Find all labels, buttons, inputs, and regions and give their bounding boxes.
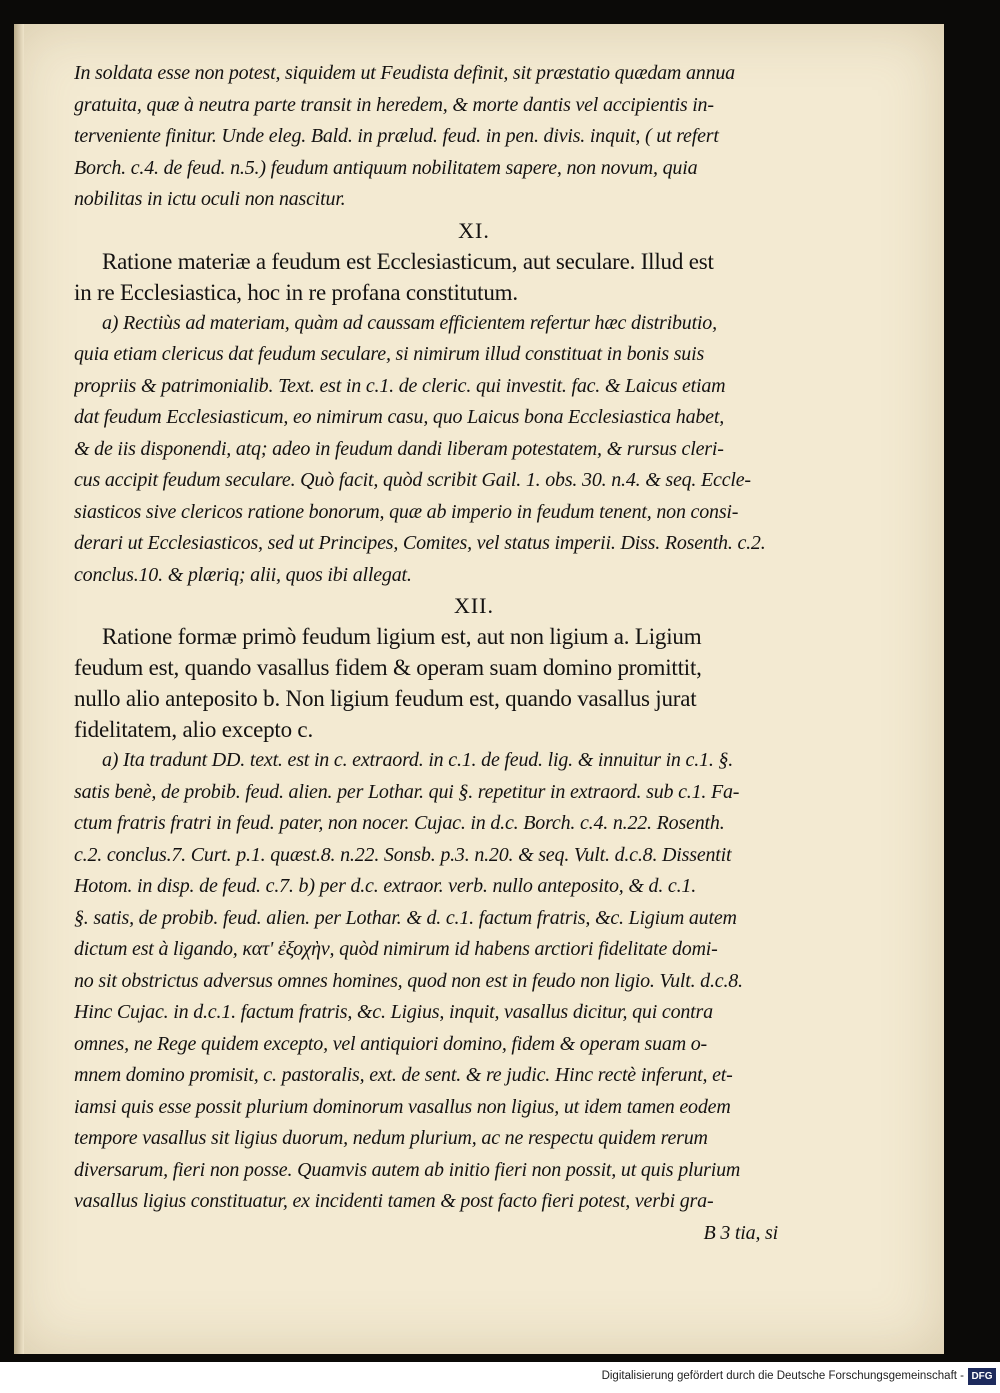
text-line: derari ut Ecclesiasticos, sed ut Principes, Comites, vel status imperii. Diss. Rosenth. c.2. [74,532,766,554]
text-line: propriis & patrimonialib. Text. est in c.1. de cleric. qui investit. fac. & Laicus etiam [74,374,726,397]
book-page [14,24,944,1354]
text-line: nobilitas in ictu oculi non nascitur. [74,188,346,210]
text-line: Ratione formæ primò feudum ligium est, aut non ligium a. Ligium [102,624,702,649]
page-edge [14,24,24,1354]
text-line: ctum fratris fratri in feud. pater, non nocer. Cujac. in d.c. Borch. c.4. n.22. Rosenth. [74,812,725,834]
text-line: omnes, ne Rege quidem excepto, vel antiquiori domino, fidem & operam suam o- [74,1032,707,1055]
text-line: diversarum, fieri non posse. Quamvis autem ab initio fieri non possit, ut quis plurium [74,1158,741,1181]
text-line: no sit obstrictus adversus omnes homines, quod non est in feudo non ligio. Vult. d.c.8. [74,969,743,992]
footer-credit: Digitalisierung gefördert durch die Deutsche Forschungsgemeinschaft - [601,1370,964,1382]
text-line: vasallus ligius constituatur, ex incidenti tamen & post facto fieri potest, verbi gra- [74,1190,714,1212]
section-heading: XI. [458,217,490,243]
text-line: feudum est, quando vasallus fidem & operam suam domino promittit, [74,655,702,680]
text-line: quia etiam clericus dat feudum seculare, si nimirum illud constituat in bonis suis [74,343,705,365]
text-line: siasticos sive clericos ratione bonorum, quæ ab imperio in feudum tenent, non consi- [74,500,739,523]
text-line: gratuita, quæ à neutra parte transit in heredem, & morte dantis vel accipientis in- [74,93,714,116]
text-line: c.2. conclus.7. Curt. p.1. quæst.8. n.22. Sonsb. p.3. n.20. & seq. Vult. d.c.8. Dissentit [74,843,732,866]
text-line: iamsi quis esse possit plurium dominorum vasallus non ligius, ut idem tamen eodem [74,1095,731,1118]
text-line: conclus.10. & plæriq; alii, quos ibi allegat. [74,563,412,586]
text-line: in re Ecclesiastica, hoc in re profana constitutum. [74,279,518,305]
text-line: mnem domino promisit, c. pastoralis, ext. de sent. & re judic. Hinc rectè inferunt, et- [74,1064,733,1086]
text-line: nullo alio anteposito b. Non ligium feudum est, quando vasallus jurat [74,686,697,711]
dfg-logo[interactable]: DFG [968,1368,996,1385]
text-line: a) Rectiùs ad materiam, quàm ad caussam efficientem refertur hæc distributio, [102,311,717,334]
text-line: cus accipit feudum seculare. Quò facit, quòd scribit Gail. 1. obs. 30. n.4. & seq. Eccle- [74,469,751,491]
text-line: Borch. c.4. de feud. n.5.) feudum antiquum nobilitatem sapere, non novum, quia [74,156,698,179]
page-text [74,58,834,1249]
text-line: Ratione materiæ a feudum est Ecclesiasticum, aut seculare. Illud est [102,248,714,274]
text-line: B 3 tia, si [703,1221,778,1244]
text-line: satis benè, de probib. feud. alien. per Lothar. qui §. repetitur in extraord. sub c.1. Fa- [74,780,740,803]
text-line: In soldata esse non potest, siquidem ut Feudista definit, sit præstatio quædam annua [74,62,735,84]
section-heading: XII. [453,593,495,618]
text-line: dat feudum Ecclesiasticum, eo nimirum casu, quo Laicus bona Ecclesiastica habet, [74,406,725,428]
text-line: tempore vasallus sit ligius duorum, nedum plurium, ac ne respectu quidem rerum [74,1127,708,1149]
text-line: Hotom. in disp. de feud. c.7. b) per d.c. extraor. verb. nullo anteposito, & d. c.1. [74,875,696,897]
footer-bar [0,1362,1000,1393]
text-line: §. satis, de probib. feud. alien. per Lothar. & d. c.1. factum fratris, &c. Ligium autem [74,906,737,929]
text-line: a) Ita tradunt DD. text. est in c. extraord. in c.1. de feud. lig. & innuitur in c.1. §. [102,749,734,771]
text-line: fidelitatem, alio excepto c. [74,717,313,742]
text-line: dictum est à ligando, κατ' ἐξοχὴν, quòd nimirum id habens arctiori fidelitate domi- [74,938,718,960]
text-line: Hinc Cujac. in d.c.1. factum fratris, &c. Ligius, inquit, vasallus dicitur, qui contra [74,1001,713,1023]
text-line: terveniente finitur. Unde eleg. Bald. in prælud. feud. in pen. divis. inquit, ( ut refert [74,125,719,147]
text-line: & de iis disponendi, atq; adeo in feudum dandi liberam potestatem, & rursus cleri- [74,437,724,460]
